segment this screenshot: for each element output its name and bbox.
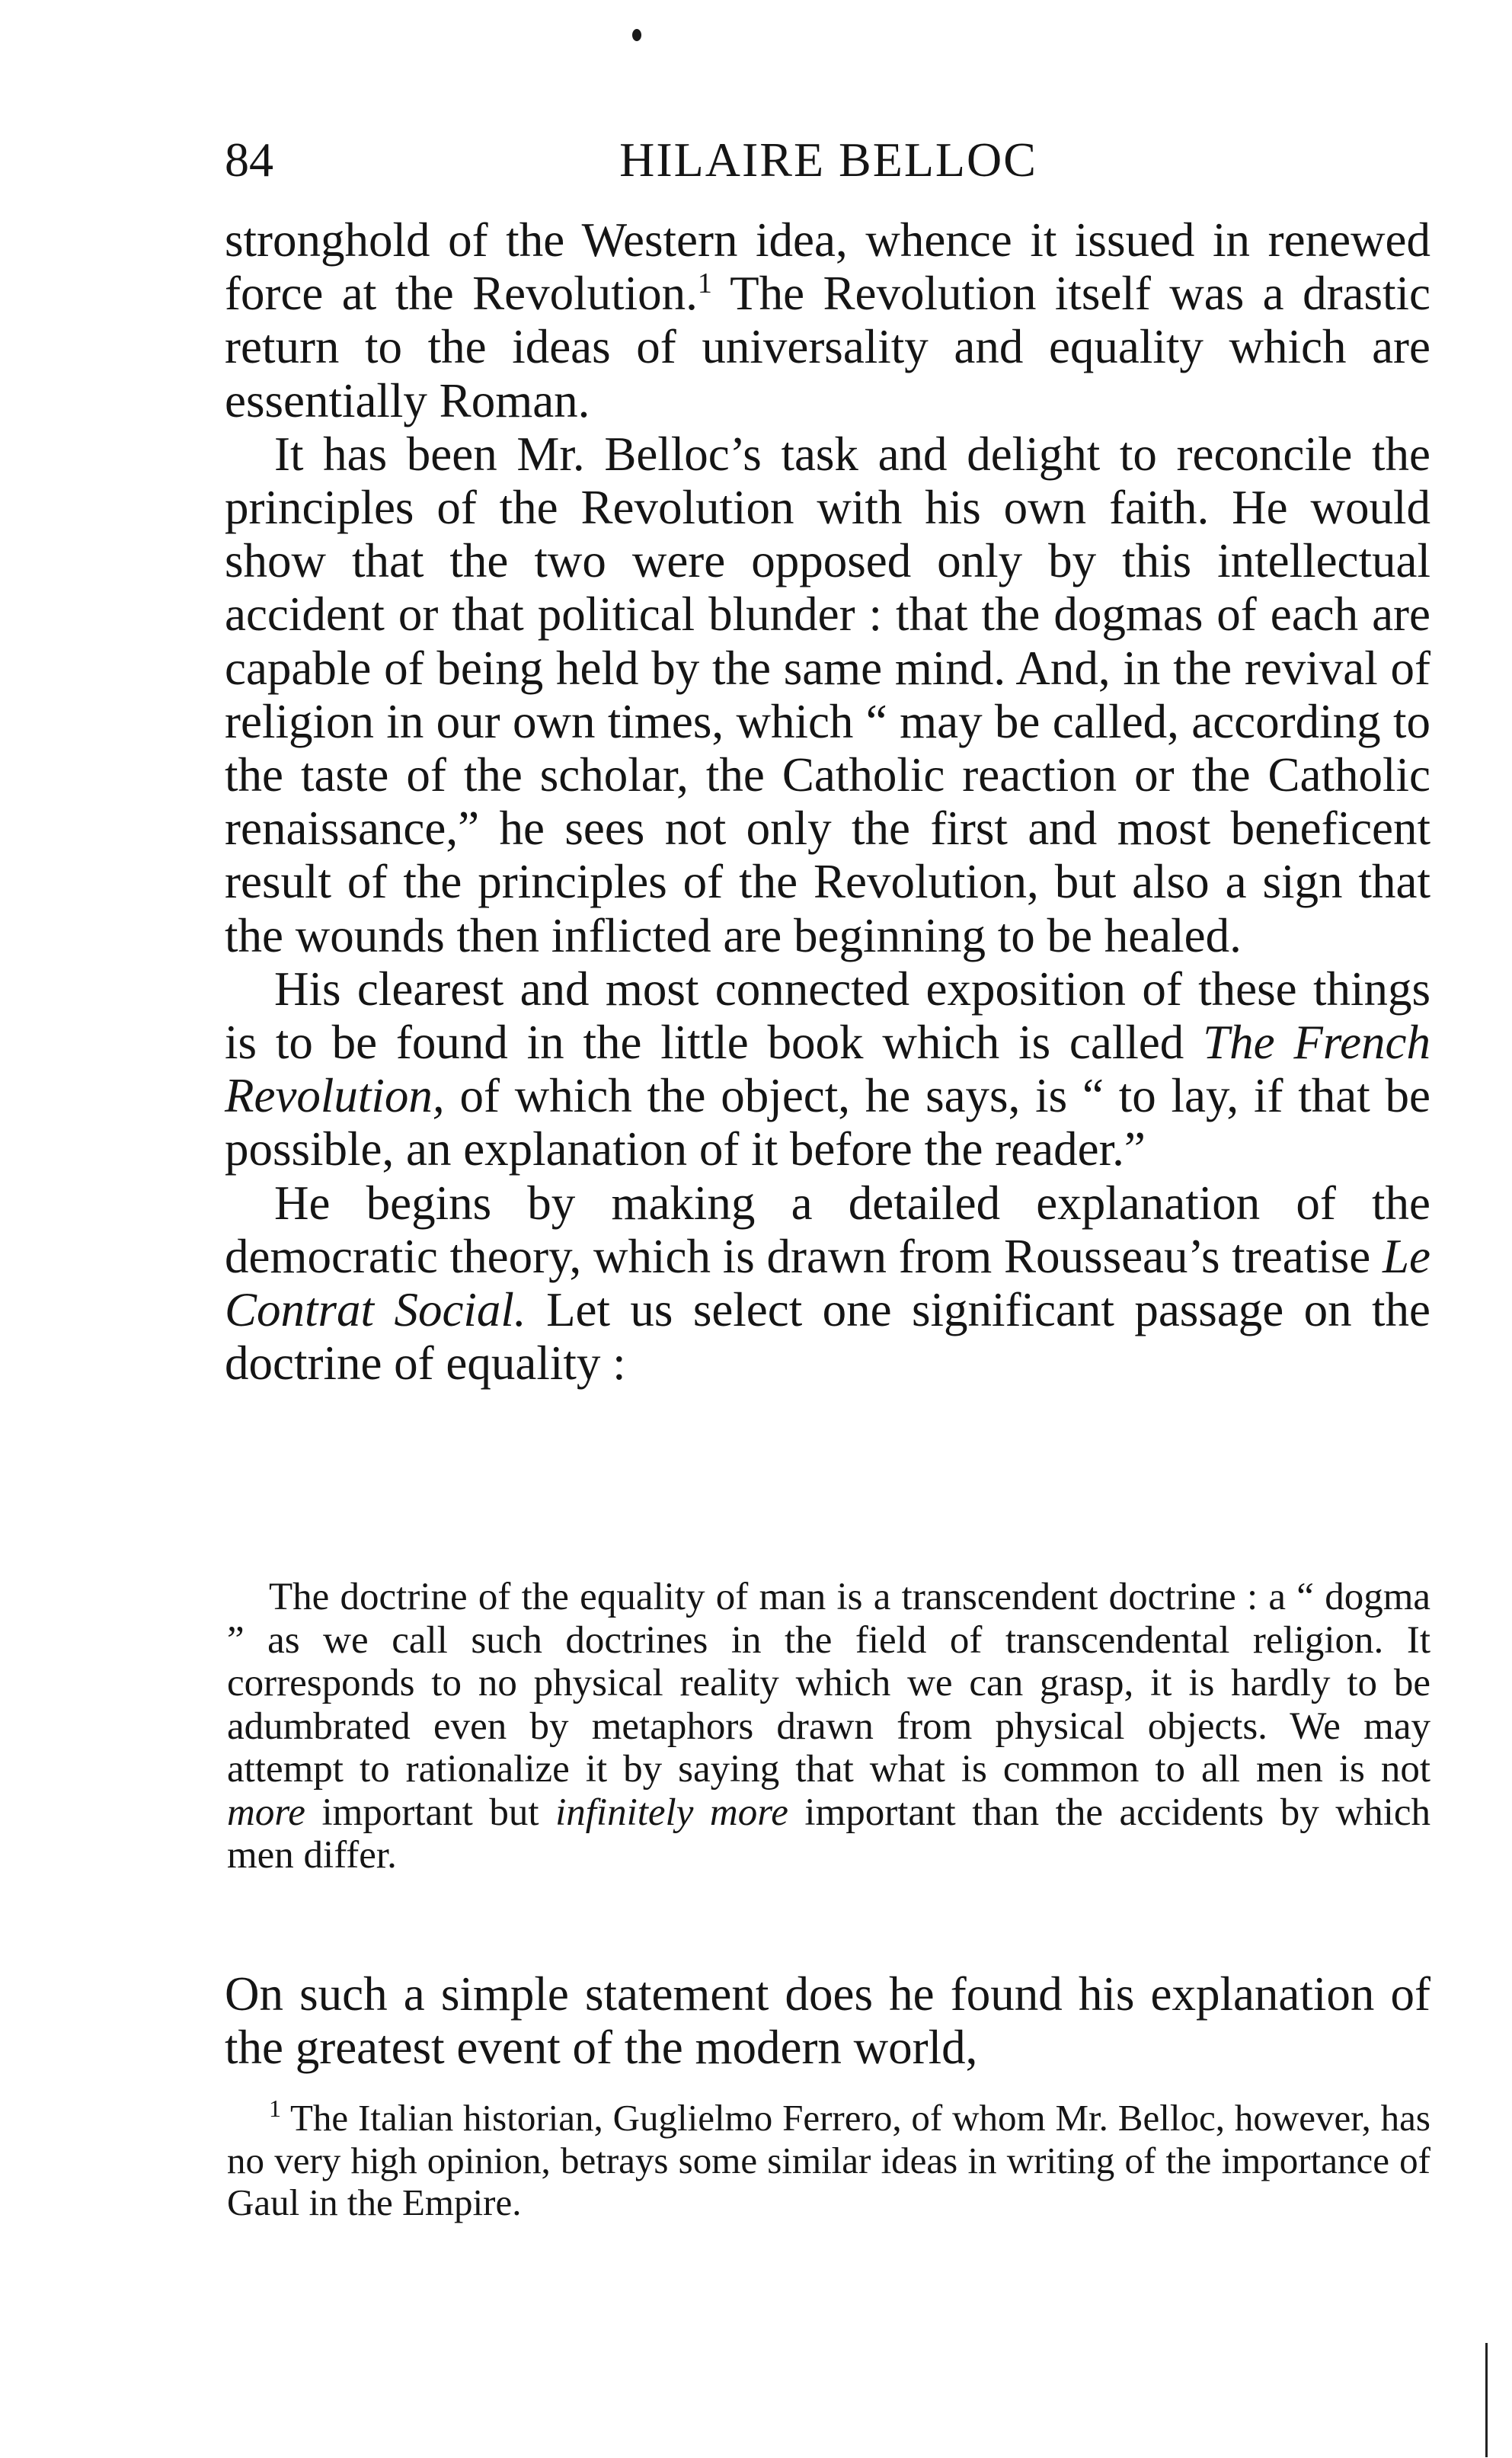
paragraph-4-text-b: Let us select one significant passage on the doctrine of equality : [225,1283,1431,1391]
paragraph-4 [225,1176,1430,1391]
paragraph-3-text-b: of which the object, he says, is “ to lay, if that be possible, an explanation of it before the reader.” [225,1069,1430,1176]
quote-text-b: important but [305,1791,556,1834]
ink-speck [632,29,641,41]
quote-text-c: important than the accidents by which men differ. [227,1791,1431,1877]
quote-text-a: The doctrine of the equality of man is a transcendent doctrine : a “ dogma ” as we call such doctrines in the field of transcendental religion. It corresponds to no physical reality which we can grasp, it is hardly to be adumbrated even by metaphors drawn from physical objects. We may attempt to rationalize it by saying that what is common to all men is not [227,1576,1430,1791]
block-quote-paragraph [227,1576,1430,1877]
footnote-paragraph [227,2097,1430,2224]
running-head: HILAIRE BELLOC [619,133,1037,187]
paragraph-3-text-a: His clearest and most connected exposition of these things is to be found in the little book which is called [225,962,1430,1070]
paragraph-3 [225,962,1430,1176]
paragraph-4-text-a: He begins by making a detailed explanation of the democratic theory, which is drawn from Rousseau’s treatise [225,1176,1430,1283]
footnote-number: 1 [269,2095,281,2122]
page-edge-line [1485,2343,1488,2457]
paragraph-2: It has been Mr. Belloc’s task and delight to reconcile the principles of the Revolution with his own faith. He would show that the two were opposed only by this intellectual accident or that political blunder : that the dogmas of each are capable of being held by the same mind. And, in the revival of religion in our own times, which “ may be called, according to the taste of the scholar, the Catholic reaction or the Catholic renaissance,” he sees not only the first and most beneficent result of the principles of the Revolution, but also a sign that the wounds then inflicted are beginning to be healed. [225,427,1430,962]
footnote [227,2097,1430,2224]
page-header [225,126,1432,194]
quote-emphasis-more: more [227,1791,305,1834]
footnote-text: The Italian historian, Guglielmo Ferrero, of whom Mr. Belloc, however, has no very high opinion, betrays some similar ideas in writing of the importance of Gaul in the Empire. [227,2097,1430,2223]
paragraph-1-text-a: stronghold of the Western idea, whence it issued in renewed force at the Revolution. [225,213,1430,321]
body-text [225,213,1430,1390]
book-title-contrat-social: Le Contrat Social. [225,1229,1430,1337]
book-title-french-revolution: The French Revolution, [225,1016,1430,1123]
paragraph-1 [225,213,1430,427]
continuation-paragraph: On such a simple statement does he found his explanation of the greatest event of the modern world, [225,1967,1430,2074]
quote-emphasis-infinitely-more: infinitely more [555,1791,788,1834]
continuation-text [225,1967,1430,2074]
footnote-reference: 1 [697,267,712,300]
page-number: 84 [225,133,273,187]
block-quote [227,1576,1430,1877]
paragraph-1-text-b: The Revolution itself was a drastic return to the ideas of universality and equality which are essentially Roman. [225,267,1430,427]
